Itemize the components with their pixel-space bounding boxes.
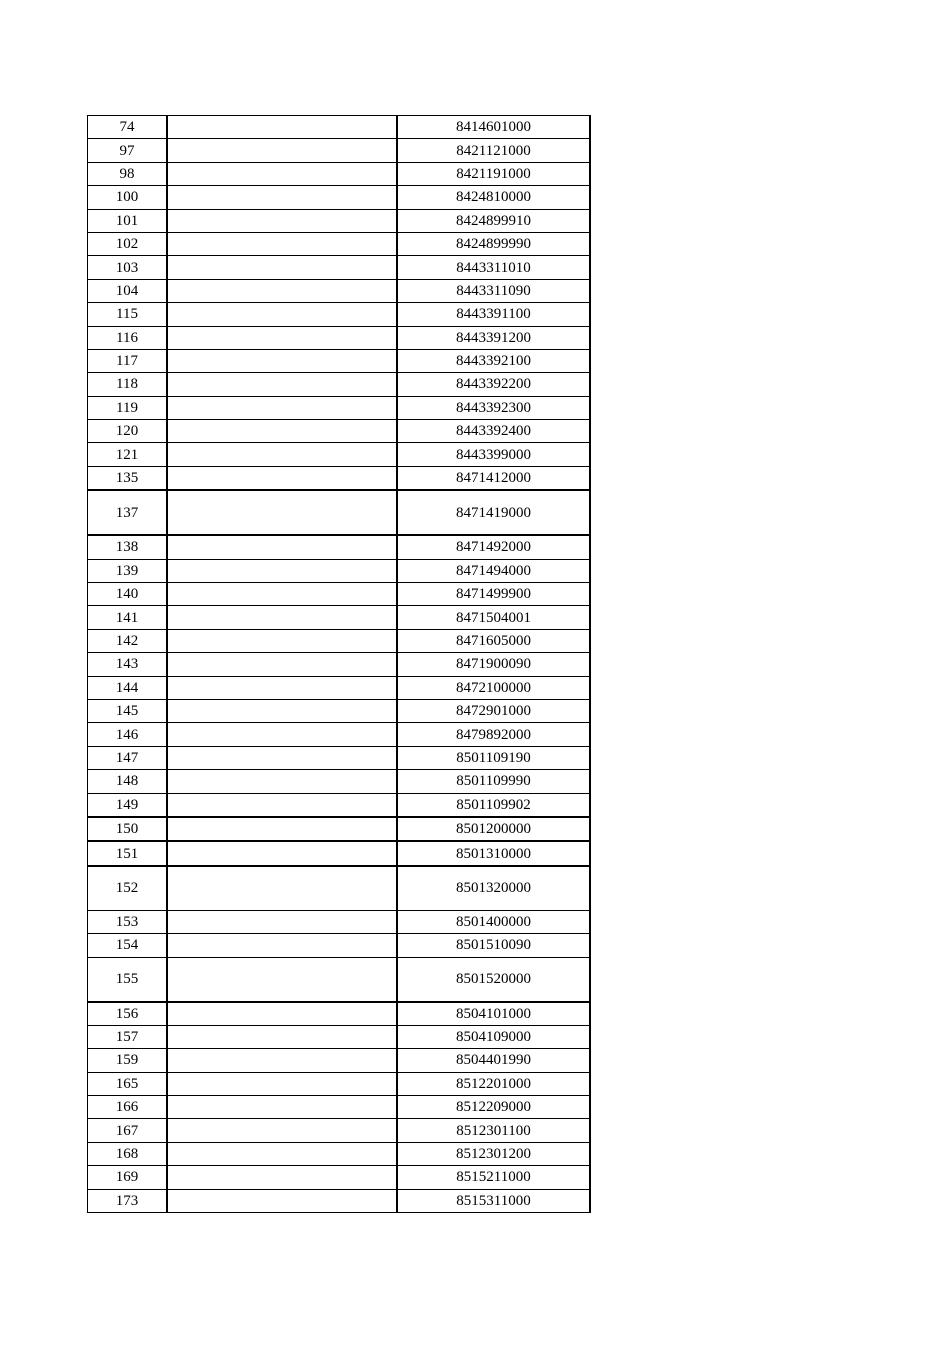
item-name-cell	[167, 699, 397, 722]
row-number-cell: 142	[88, 629, 168, 652]
table-row	[88, 793, 591, 817]
row-number-cell: 116	[88, 326, 168, 349]
table-row	[88, 1119, 591, 1142]
table-row	[88, 1002, 591, 1026]
tariff-code-cell: 8504109000	[397, 1025, 590, 1048]
item-name-cell	[167, 373, 397, 396]
row-number-cell: 118	[88, 373, 168, 396]
item-name-cell	[167, 279, 397, 302]
tariff-code-cell: 8515211000	[397, 1166, 590, 1189]
table-row	[88, 162, 591, 185]
tariff-code-cell: 8443391100	[397, 303, 590, 326]
item-name-cell	[167, 1096, 397, 1119]
table-row	[88, 629, 591, 652]
item-name-cell	[167, 606, 397, 629]
row-number-cell: 74	[88, 116, 168, 139]
tariff-code-cell: 8512301200	[397, 1142, 590, 1165]
row-number-cell: 149	[88, 793, 168, 817]
tariff-code-cell: 8515311000	[397, 1189, 590, 1212]
table-row	[88, 583, 591, 606]
tariff-code-cell: 8471412000	[397, 466, 590, 490]
item-name-cell	[167, 1002, 397, 1026]
row-number-cell: 97	[88, 139, 168, 162]
tariff-code-cell: 8479892000	[397, 723, 590, 746]
row-number-cell: 151	[88, 841, 168, 865]
table-row	[88, 653, 591, 676]
item-name-cell	[167, 817, 397, 841]
item-name-cell	[167, 559, 397, 582]
row-number-cell: 147	[88, 746, 168, 769]
table-row	[88, 490, 591, 535]
row-number-cell: 139	[88, 559, 168, 582]
row-number-cell: 117	[88, 349, 168, 372]
table-row	[88, 116, 591, 139]
row-number-cell: 166	[88, 1096, 168, 1119]
tariff-code-cell: 8472901000	[397, 699, 590, 722]
tariff-code-cell: 8512201000	[397, 1072, 590, 1095]
tariff-code-cell: 8501109902	[397, 793, 590, 817]
item-name-cell	[167, 1119, 397, 1142]
item-name-cell	[167, 866, 397, 911]
item-name-cell	[167, 349, 397, 372]
tariff-code-cell: 8443392200	[397, 373, 590, 396]
item-name-cell	[167, 396, 397, 419]
row-number-cell: 137	[88, 490, 168, 535]
item-name-cell	[167, 957, 397, 1002]
row-number-cell: 156	[88, 1002, 168, 1026]
row-number-cell: 103	[88, 256, 168, 279]
tariff-code-cell: 8471499900	[397, 583, 590, 606]
table-row	[88, 817, 591, 841]
item-name-cell	[167, 116, 397, 139]
table-row	[88, 699, 591, 722]
tariff-code-cell: 8443392400	[397, 420, 590, 443]
tariff-code-cell: 8471494000	[397, 559, 590, 582]
item-name-cell	[167, 1166, 397, 1189]
tariff-code-cell: 8472100000	[397, 676, 590, 699]
item-name-cell	[167, 770, 397, 793]
tariff-code-cell: 8512301100	[397, 1119, 590, 1142]
row-number-cell: 153	[88, 910, 168, 933]
tariff-code-cell: 8443392300	[397, 396, 590, 419]
row-number-cell: 167	[88, 1119, 168, 1142]
item-name-cell	[167, 232, 397, 255]
tariff-code-cell: 8421191000	[397, 162, 590, 185]
table-row	[88, 957, 591, 1002]
row-number-cell: 150	[88, 817, 168, 841]
table-row	[88, 535, 591, 559]
row-number-cell: 119	[88, 396, 168, 419]
tariff-code-cell: 8504401990	[397, 1049, 590, 1072]
row-number-cell: 152	[88, 866, 168, 911]
table-row	[88, 559, 591, 582]
table-row	[88, 279, 591, 302]
item-name-cell	[167, 629, 397, 652]
item-name-cell	[167, 490, 397, 535]
item-name-cell	[167, 535, 397, 559]
table-row	[88, 256, 591, 279]
tariff-code-cell: 8443311090	[397, 279, 590, 302]
tariff-code-cell: 8471492000	[397, 535, 590, 559]
table-row	[88, 841, 591, 865]
tariff-code-cell: 8471900090	[397, 653, 590, 676]
item-name-cell	[167, 139, 397, 162]
table-row	[88, 209, 591, 232]
tariff-code-cell: 8471605000	[397, 629, 590, 652]
row-number-cell: 135	[88, 466, 168, 490]
table-row	[88, 373, 591, 396]
tariff-code-cell: 8512209000	[397, 1096, 590, 1119]
row-number-cell: 173	[88, 1189, 168, 1212]
table-row	[88, 1189, 591, 1212]
tariff-code-cell: 8424810000	[397, 186, 590, 209]
row-number-cell: 101	[88, 209, 168, 232]
row-number-cell: 120	[88, 420, 168, 443]
tariff-code-cell: 8443391200	[397, 326, 590, 349]
table-row	[88, 866, 591, 911]
tariff-code-cell: 8501510090	[397, 934, 590, 957]
tariff-code-cell: 8443311010	[397, 256, 590, 279]
item-name-cell	[167, 653, 397, 676]
row-number-cell: 168	[88, 1142, 168, 1165]
tariff-code-cell: 8443392100	[397, 349, 590, 372]
item-name-cell	[167, 162, 397, 185]
item-name-cell	[167, 934, 397, 957]
item-name-cell	[167, 466, 397, 490]
item-name-cell	[167, 209, 397, 232]
item-name-cell	[167, 793, 397, 817]
item-name-cell	[167, 1189, 397, 1212]
table-row	[88, 1142, 591, 1165]
code-table	[87, 115, 591, 1213]
table-row	[88, 326, 591, 349]
item-name-cell	[167, 583, 397, 606]
row-number-cell: 157	[88, 1025, 168, 1048]
table-row	[88, 606, 591, 629]
table-row	[88, 420, 591, 443]
table-row	[88, 1049, 591, 1072]
row-number-cell: 169	[88, 1166, 168, 1189]
tariff-code-cell: 8501200000	[397, 817, 590, 841]
item-name-cell	[167, 443, 397, 466]
table-row	[88, 443, 591, 466]
tariff-code-cell: 8501109990	[397, 770, 590, 793]
item-name-cell	[167, 1072, 397, 1095]
tariff-code-cell: 8424899990	[397, 232, 590, 255]
tariff-code-cell: 8414601000	[397, 116, 590, 139]
row-number-cell: 159	[88, 1049, 168, 1072]
tariff-code-cell: 8501310000	[397, 841, 590, 865]
item-name-cell	[167, 841, 397, 865]
item-name-cell	[167, 303, 397, 326]
row-number-cell: 102	[88, 232, 168, 255]
table-row	[88, 1025, 591, 1048]
item-name-cell	[167, 420, 397, 443]
row-number-cell: 140	[88, 583, 168, 606]
row-number-cell: 146	[88, 723, 168, 746]
item-name-cell	[167, 326, 397, 349]
tariff-code-cell: 8443399000	[397, 443, 590, 466]
table-row	[88, 349, 591, 372]
tariff-code-cell: 8471419000	[397, 490, 590, 535]
tariff-code-cell: 8501109190	[397, 746, 590, 769]
tariff-code-cell: 8501400000	[397, 910, 590, 933]
table-row	[88, 466, 591, 490]
row-number-cell: 155	[88, 957, 168, 1002]
row-number-cell: 148	[88, 770, 168, 793]
row-number-cell: 121	[88, 443, 168, 466]
item-name-cell	[167, 256, 397, 279]
table-row	[88, 303, 591, 326]
row-number-cell: 141	[88, 606, 168, 629]
table-row	[88, 396, 591, 419]
table-row	[88, 1072, 591, 1095]
table-row	[88, 1096, 591, 1119]
row-number-cell: 165	[88, 1072, 168, 1095]
item-name-cell	[167, 1049, 397, 1072]
table-row	[88, 910, 591, 933]
table-row	[88, 934, 591, 957]
row-number-cell: 104	[88, 279, 168, 302]
tariff-code-cell: 8424899910	[397, 209, 590, 232]
item-name-cell	[167, 186, 397, 209]
item-name-cell	[167, 1025, 397, 1048]
tariff-code-cell: 8504101000	[397, 1002, 590, 1026]
table-row	[88, 186, 591, 209]
item-name-cell	[167, 723, 397, 746]
row-number-cell: 143	[88, 653, 168, 676]
table-row	[88, 746, 591, 769]
item-name-cell	[167, 910, 397, 933]
tariff-code-cell: 8471504001	[397, 606, 590, 629]
row-number-cell: 145	[88, 699, 168, 722]
tariff-code-cell: 8501320000	[397, 866, 590, 911]
row-number-cell: 115	[88, 303, 168, 326]
row-number-cell: 144	[88, 676, 168, 699]
row-number-cell: 100	[88, 186, 168, 209]
table-row	[88, 770, 591, 793]
table-row	[88, 232, 591, 255]
tariff-code-cell: 8501520000	[397, 957, 590, 1002]
item-name-cell	[167, 746, 397, 769]
item-name-cell	[167, 676, 397, 699]
row-number-cell: 154	[88, 934, 168, 957]
table-row	[88, 676, 591, 699]
row-number-cell: 98	[88, 162, 168, 185]
table-row	[88, 1166, 591, 1189]
table-row	[88, 723, 591, 746]
tariff-code-cell: 8421121000	[397, 139, 590, 162]
row-number-cell: 138	[88, 535, 168, 559]
table-row	[88, 139, 591, 162]
item-name-cell	[167, 1142, 397, 1165]
